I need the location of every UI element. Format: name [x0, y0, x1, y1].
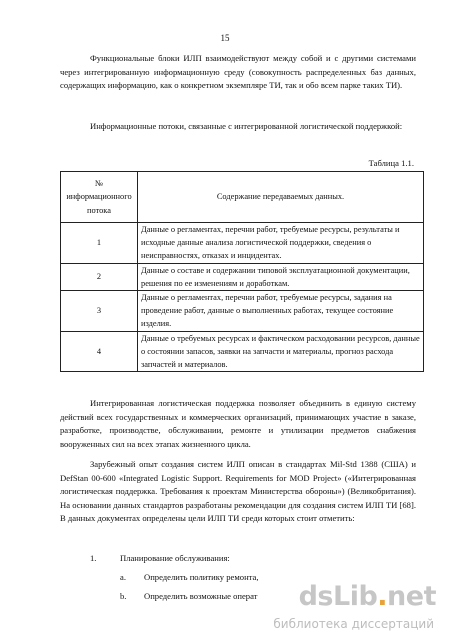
table-cell-number: 4 — [61, 331, 138, 372]
table-cell-number: 1 — [61, 223, 138, 264]
paragraph-foreign-experience: Зарубежный опыт создания систем ИЛП описан в стандартах Mil-Std 1388 (США) и DefStan 00-600 «Integrated Logistic Support. Requirements for MOD Project» («Интегрированная логистическая поддержка. Требования к проектам Министерства обороны») (Великобритания). На основании данных стандартов разработаны рекомендации для создания систем ИЛП ТИ [68]. В данных документах определены цели ИЛП ТИ среди которых стоит отметить: — [60, 459, 416, 524]
list-item-repair-policy: Определить политику ремонта, — [144, 572, 259, 582]
table-row — [61, 263, 424, 290]
table-header-content: Содержание передаваемых данных. — [138, 172, 424, 223]
table-row — [61, 291, 424, 332]
table-header-row — [61, 172, 424, 223]
watermark-subtitle: библиотека диссертаций — [273, 617, 434, 631]
table-cell-number: 2 — [61, 263, 138, 290]
table-cell-content: Данные о составе и содержании типовой эксплуатационной документации, решения по ее изменениям и доработкам. — [138, 263, 424, 290]
list-marker-b: b. — [120, 591, 127, 601]
list-item-operations: Определить возможные операт — [144, 591, 258, 601]
list-marker-a: a. — [120, 572, 126, 582]
list-item-planning: Планирование обслуживания: — [120, 553, 230, 563]
table-cell-content: Данные о требуемых ресурсах и фактическом расходовании ресурсов, данные о состоянии запасов, заявки на запчасти и материалы, прогноз расхода запчастей и материалов. — [138, 331, 424, 372]
paragraph-functional-blocks: Функциональные блоки ИЛП взаимодействуют между собой и с другими системами через интегрированную информационную среду (совокупность распределенных баз данных, содержащих информацию, как о конкретном экземпляре ТИ, так и обо всем парке таких ТИ). — [60, 53, 416, 91]
table-row — [61, 223, 424, 264]
list-marker-1: 1. — [90, 553, 97, 563]
dslib-watermark — [236, 581, 436, 631]
paragraph-information-flows: Информационные потоки, связанные с интегрированной логистической поддержкой: — [90, 121, 403, 131]
table-cell-content: Данные о регламентах, перечни работ, требуемые ресурсы, результаты и исходные данные анализа логистической поддержки, сведения о неисправностях, отказах и инцидентах. — [138, 223, 424, 264]
table-caption: Таблица 1.1. — [368, 158, 414, 168]
information-flows-table — [60, 171, 424, 372]
table-header-number: № информационного потока — [61, 172, 138, 223]
dslib-logo: dsLib.net — [298, 581, 436, 612]
table-row — [61, 331, 424, 372]
paragraph-integrated-support: Интегрированная логистическая поддержка позволяет объединить в единую систему действий всех государственных и коммерческих организаций, принимающих участие в заказе, разработке, производстве, обслуживании, ремонте и утилизации предметов снабжения вооруженных сил на всех этапах жизненного цикла. — [60, 398, 416, 449]
page-number: 15 — [220, 33, 230, 43]
table-cell-number: 3 — [61, 291, 138, 332]
table-cell-content: Данные о регламентах, перечни работ, требуемые ресурсы, задания на проведение работ, данные о выполненных работах, текущее состояние изделия. — [138, 291, 424, 332]
